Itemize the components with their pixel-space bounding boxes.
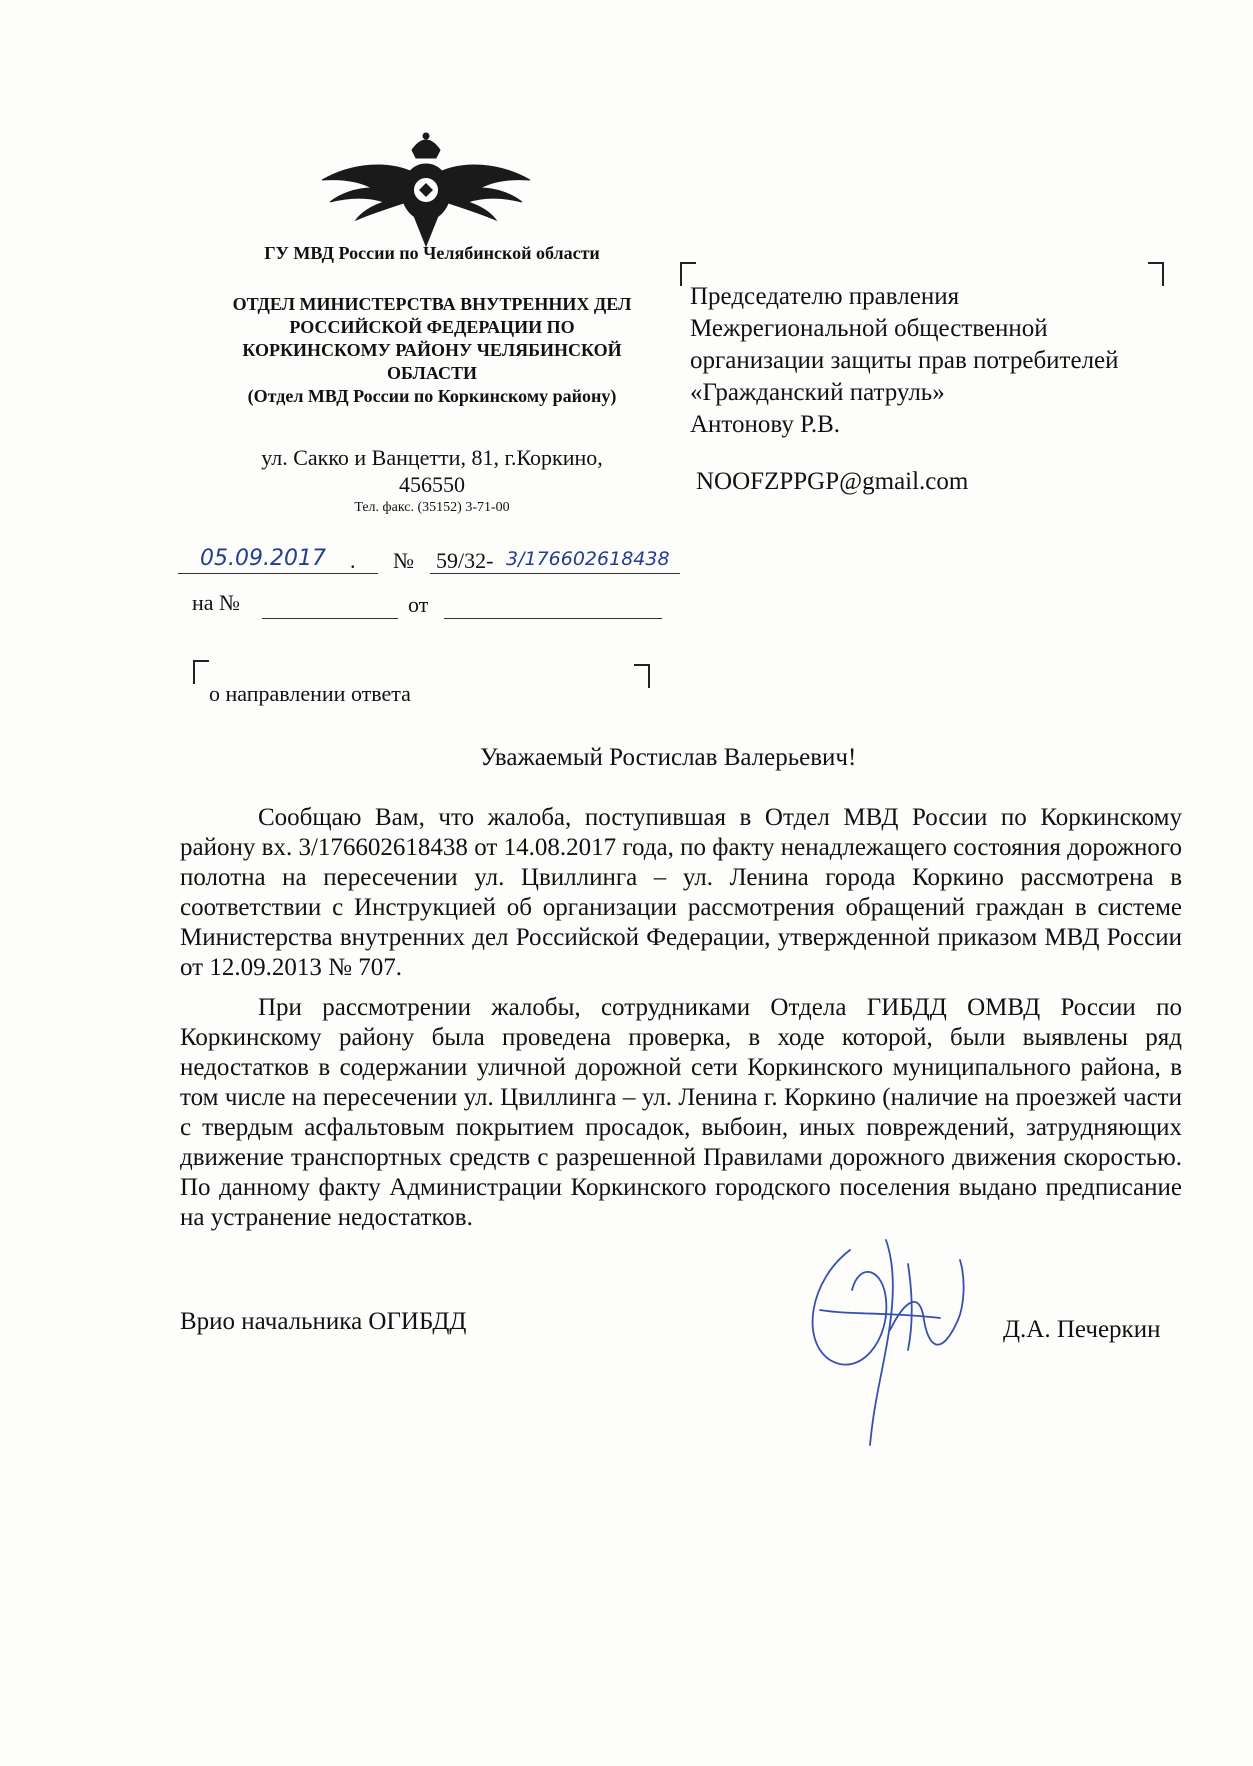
department-short-name: (Отдел МВД России по Коркинскому району) <box>247 386 617 406</box>
registration-number-printed: 59/32- <box>436 548 494 573</box>
addressee-name: Антонову Р.В. <box>690 411 841 438</box>
department-line: РОССИЙСКОЙ ФЕДЕРАЦИИ ПО <box>289 317 575 337</box>
addressee-email: NOOFZPPGP@gmail.com <box>696 468 969 495</box>
registration-date: 05.09.2017 <box>200 546 326 571</box>
subject-bracket-right <box>634 664 650 688</box>
addressee-block <box>690 281 1119 441</box>
number-sign: № <box>393 548 414 573</box>
department-line: ОТДЕЛ МИНИСТЕРСТВА ВНУТРЕННИХ ДЕЛ <box>232 294 632 314</box>
department-line: ОБЛАСТИ <box>387 363 477 383</box>
handwritten-signature <box>790 1220 1010 1450</box>
registration-dot: . <box>350 548 356 573</box>
subject-bracket-left <box>193 660 209 684</box>
addressee-line: «Гражданский патруль» <box>690 379 945 406</box>
mvd-emblem-icon <box>320 128 532 248</box>
department-line: КОРКИНСКОМУ РАЙОНУ ЧЕЛЯБИНСКОЙ <box>242 340 622 360</box>
department-name <box>182 293 682 408</box>
addressee-line: Межрегиональной общественной <box>690 315 1048 342</box>
postal-code: 456550 <box>399 472 465 497</box>
authority-name: ГУ МВД России по Челябинской области <box>264 243 600 263</box>
reference-date-blank <box>444 617 662 619</box>
salutation: Уважаемый Ростислав Валерьевич! <box>480 744 857 771</box>
signatory-name: Д.А. Печеркин <box>1003 1316 1161 1343</box>
addressee-line: организации защиты прав потребителей <box>690 347 1119 374</box>
signatory-position: Врио начальника ОГИБДД <box>180 1308 467 1335</box>
reference-label: на № <box>192 590 241 615</box>
addressee-line: Председателю правления <box>690 283 960 310</box>
addressee-bracket-right <box>1148 262 1164 286</box>
date-underline <box>178 572 378 574</box>
registration-number-handwritten: 3/176602618438 <box>506 548 670 570</box>
phone-fax: Тел. факс. (35152) 3-71-00 <box>354 500 510 515</box>
department-address <box>182 444 682 498</box>
reference-number-blank <box>262 617 398 619</box>
address-line: ул. Сакко и Ванцетти, 81, г.Коркино, <box>261 445 603 470</box>
letter-subject: о направлении ответа <box>209 681 411 706</box>
reference-from-label: от <box>408 592 429 617</box>
body-paragraph-1: Сообщаю Вам, что жалоба, поступившая в Отдел МВД России по Коркинскому району вх. 3/176602618438 от 14.08.2017 года, по факту ненадлежащего состояния дорожного полотна на пересечении ул. Цвиллинга – ул. Ленина города Коркино рассмотрена в соответствии с Инструкцией об организации рассмотрения обращений граждан в системе Министерства внутренних дел Российской Федерации, утвержденной приказом МВД России от 12.09.2013 № 707. <box>180 804 1182 981</box>
body-paragraph-2: При рассмотрении жалобы, сотрудниками Отдела ГИБДД ОМВД России по Коркинскому району была проведена проверка, в ходе которой, были выявлены ряд недостатков в содержании уличной дорожной сети Коркинского муниципального района, в том числе на пересечении ул. Цвиллинга – ул. Ленина г. Коркино (наличие на проезжей части с твердым асфальтовым покрытием просадок, выбоин, иных повреждений, затрудняющих движение транспортных средств с разрешенной Правилами дорожного движения скоростью. По данному факту Администрации Коркинского городского поселения выдано предписание на устранение недостатков. <box>180 994 1182 1231</box>
